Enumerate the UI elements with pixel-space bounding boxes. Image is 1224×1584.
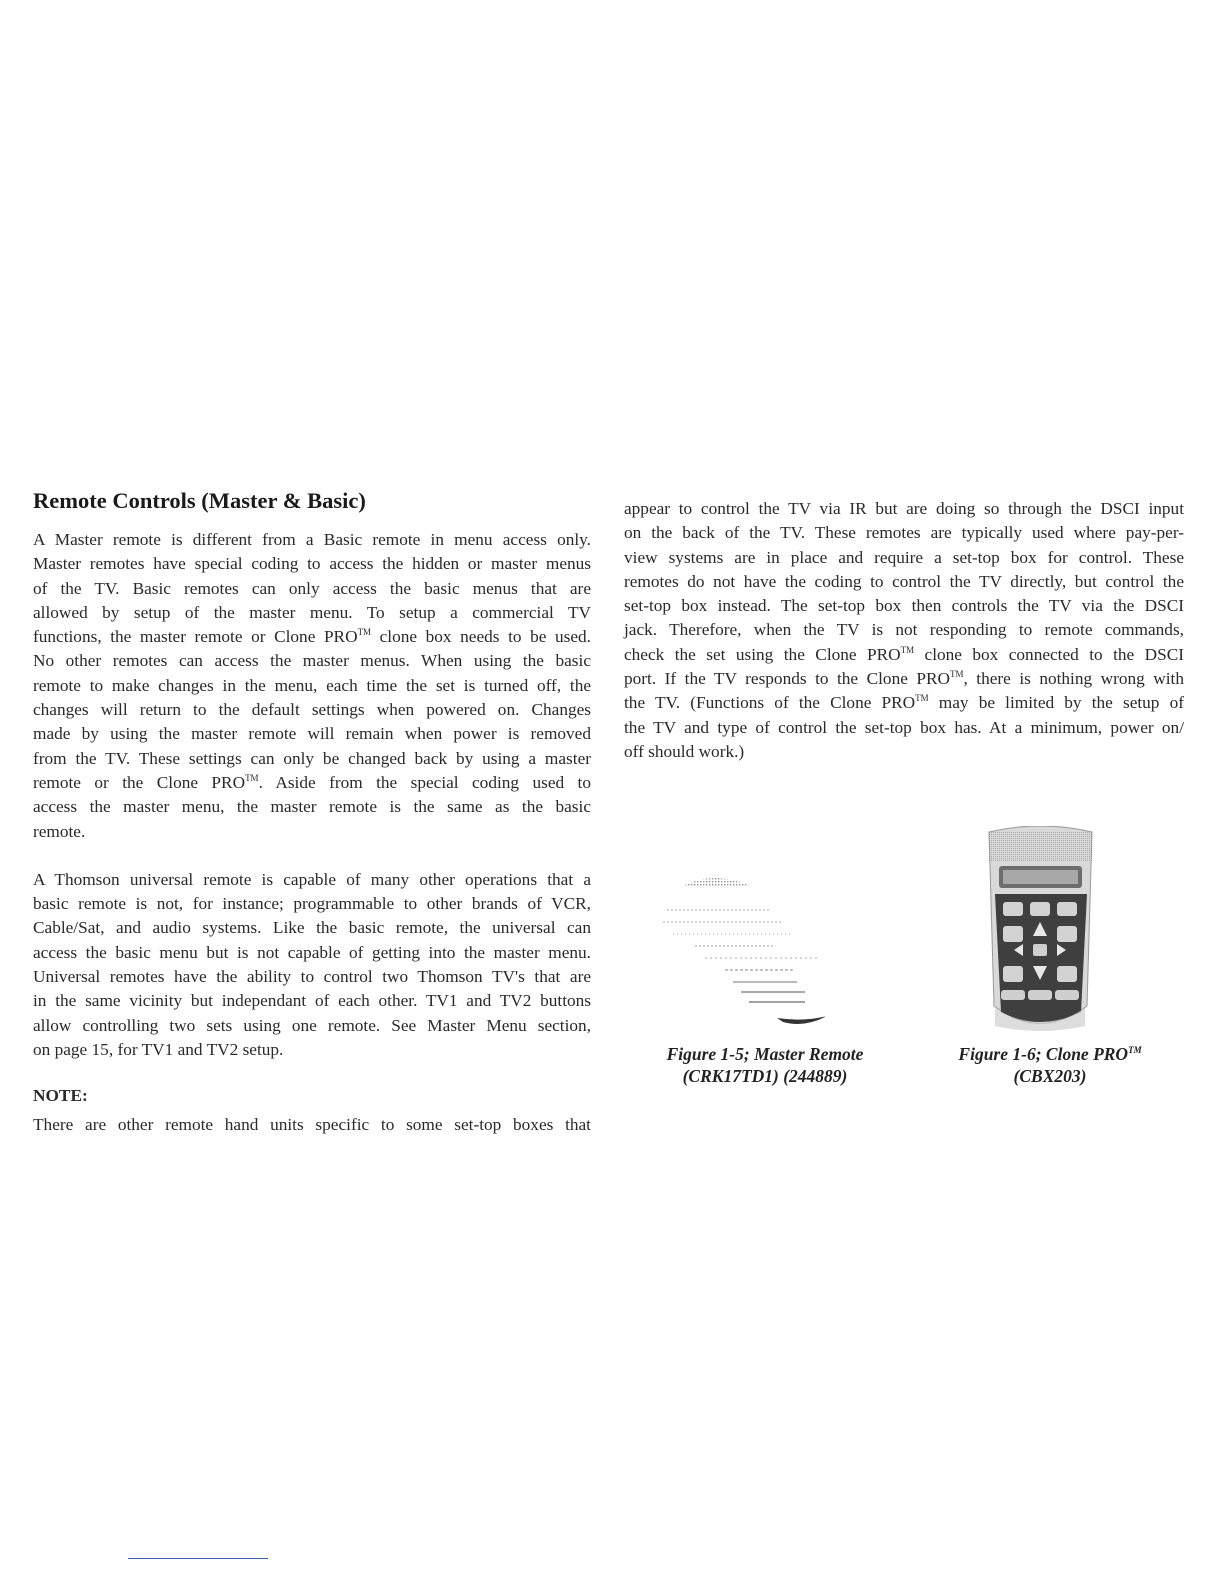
note-heading: NOTE:	[33, 1086, 88, 1106]
figure-1-6-caption	[930, 1043, 1170, 1087]
text-line: made by using the master remote will remain when power is removed	[33, 724, 591, 744]
text-line: basic remote is not, for instance; programmable to other brands of VCR,	[33, 894, 591, 914]
text-line: Cable/Sat, and audio systems. Like the basic remote, the universal can	[33, 918, 591, 938]
caption-line: (CRK17TD1) (244889)	[682, 1066, 848, 1086]
text-line: A Master remote is different from a Basic remote in menu access only.	[33, 530, 591, 549]
caption-line: Figure 1-5; Master Remote	[666, 1044, 864, 1064]
text-line: allow controlling two sets using one remote. See Master Menu section,	[33, 1015, 591, 1035]
text-line: on page 15, for TV1 and TV2 setup.	[33, 1039, 284, 1059]
master-remote-image	[655, 872, 825, 1030]
caption-line: Figure 1-6; Clone PRO™	[958, 1044, 1142, 1064]
text-line: Master remotes have special coding to access the hidden or master menus	[33, 554, 591, 574]
text-line: check the set using the Clone PRO™ clone box connected to the DSCI	[624, 644, 1184, 664]
text-line: set-top box instead. The set-top box then controls the TV via the DSCI	[624, 596, 1184, 616]
footer-rule	[128, 1558, 268, 1559]
text-line: port. If the TV responds to the Clone PRO™, there is nothing wrong with	[624, 669, 1184, 689]
text-line: the TV and type of control the set-top box has. At a minimum, power on/	[624, 717, 1184, 737]
paragraph-universal	[33, 868, 591, 1062]
text-line: remotes do not have the coding to control the TV directly, but control the	[624, 571, 1184, 591]
text-line: the TV. (Functions of the Clone PRO™ may be limited by the setup of	[624, 693, 1184, 713]
clone-pro-image	[983, 826, 1098, 1033]
right-column	[624, 497, 1184, 764]
left-column	[33, 495, 591, 1137]
text-line: remote.	[33, 821, 86, 841]
text-line: on the back of the TV. These remotes are typically used where pay-per-	[624, 523, 1184, 543]
text-line: appear to control the TV via IR but are doing so through the DSCI input	[624, 499, 1184, 518]
text-line: off should work.)	[624, 741, 745, 761]
paragraph-master-basic	[33, 528, 591, 844]
text-line: changes will return to the default settings when powered on. Changes	[33, 700, 591, 720]
text-line: of the TV. Basic remotes can only access the basic menus that are	[33, 578, 591, 598]
figure-1-5-caption	[630, 1043, 900, 1087]
text-line: Universal remotes have the ability to control two Thomson TV's that are	[33, 967, 591, 987]
text-line: functions, the master remote or Clone PRO™ clone box needs to be used.	[33, 627, 591, 647]
text-line: in the same vicinity but independant of each other. TV1 and TV2 buttons	[33, 991, 591, 1011]
text-line: remote to make changes in the menu, each time the set is turned off, the	[33, 675, 591, 695]
text-line: access the basic menu but is not capable of getting into the master menu.	[33, 942, 591, 962]
text-line: There are other remote hand units specific to some set-top boxes that	[33, 1114, 591, 1134]
section-heading: Remote Controls (Master & Basic)	[33, 488, 366, 513]
text-line: from the TV. These settings can only be changed back by using a master	[33, 748, 591, 768]
caption-line: (CBX203)	[1013, 1066, 1087, 1086]
text-line: allowed by setup of the master menu. To setup a commercial TV	[33, 602, 591, 622]
text-line: remote or the Clone PRO™. Aside from the special coding used to	[33, 772, 592, 792]
note-block	[33, 1084, 591, 1137]
text-line: view systems are in place and require a set-top box for control. These	[624, 547, 1184, 567]
text-line: No other remotes can access the master menus. When using the basic	[33, 651, 591, 671]
text-line: access the master menu, the master remote is the same as the basic	[33, 797, 591, 817]
text-line: jack. Therefore, when the TV is not responding to remote commands,	[624, 620, 1184, 640]
text-line: A Thomson universal remote is capable of many other operations that a	[33, 869, 591, 889]
